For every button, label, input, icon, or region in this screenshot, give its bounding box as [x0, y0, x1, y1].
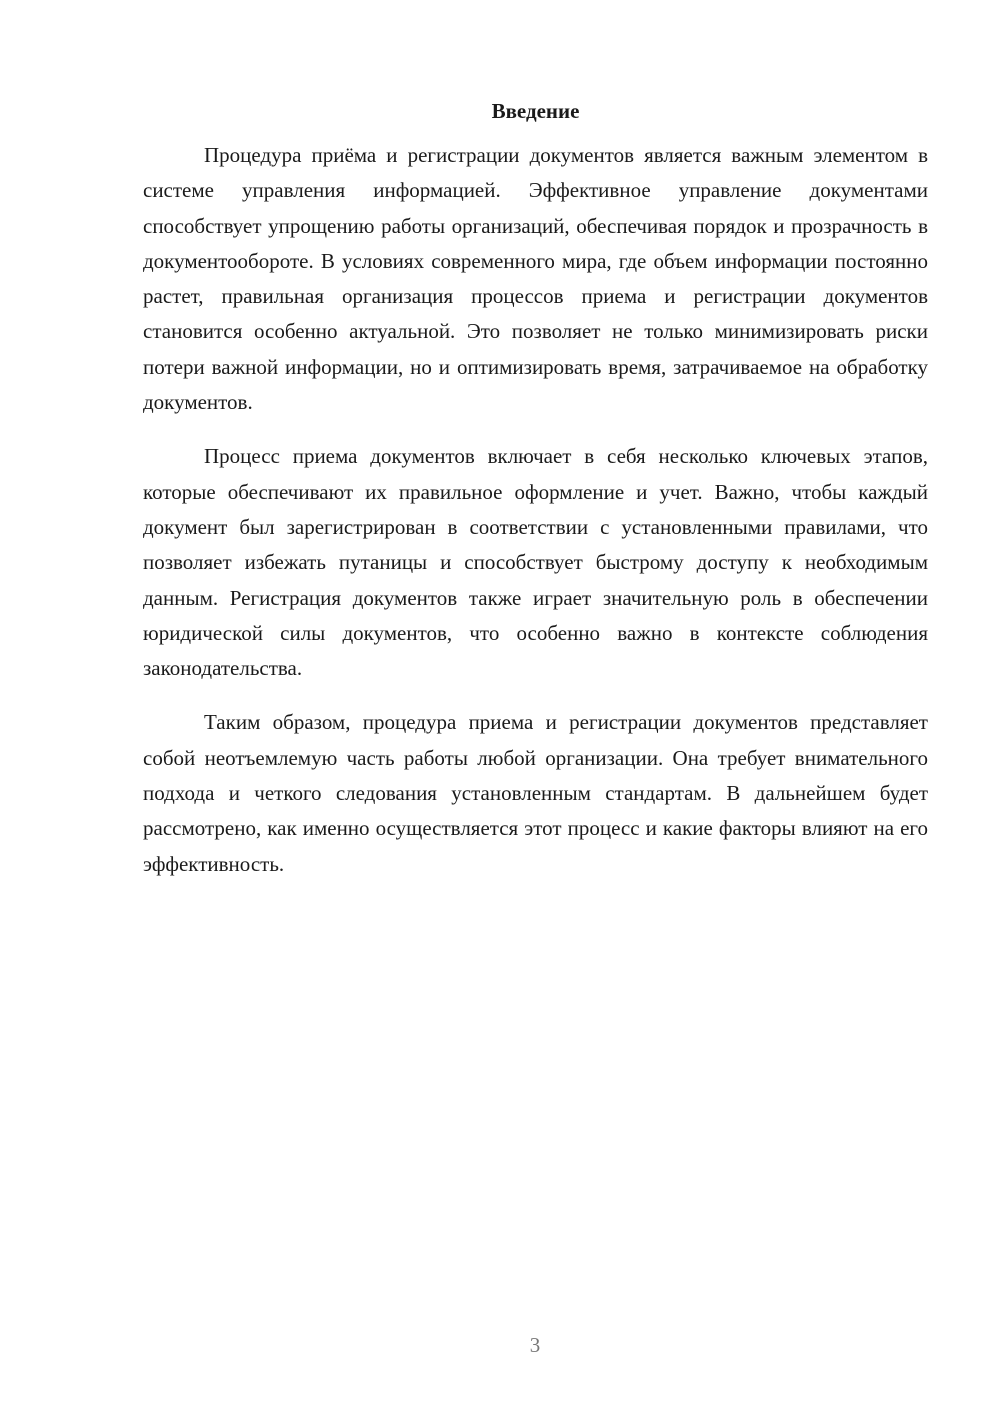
section-heading: Введение: [491, 99, 580, 123]
page-number: 3: [529, 1333, 541, 1357]
paragraph: Процедура приёма и регистрации документов является важным элементом в системе управления информацией. Эффективное управление документами способствует упрощению работы организаций, обеспечивая порядок и прозрачность в документообороте. В условиях современного мира, где объем информации постоянно растет, правильная организация процессов приема и регистрации документов становится особенно актуальной. Это позволяет не только минимизировать риски потери важной информации, но и оптимизировать время, затрачиваемое на обработку документов.: [143, 143, 928, 415]
paragraph: Таким образом, процедура приема и регистрации документов представляет собой неотъемлемую часть работы любой организации. Она требует внимательного подхода и четкого следования установленным стандартам. В дальнейшем будет рассмотрено, как именно осуществляется этот процесс и какие факторы влияют на его эффективность.: [143, 710, 928, 876]
paragraph: Процесс приема документов включает в себя несколько ключевых этапов, которые обеспечивают их правильное оформление и учет. Важно, чтобы каждый документ был зарегистрирован в соответствии с установленными правилами, что позволяет избежать путаницы и способствует быстрому доступу к необходимым данным. Регистрация документов также играет значительную роль в обеспечении юридической силы документов, что особенно важно в контексте соблюдения законодательства.: [143, 444, 928, 681]
document-body: [143, 94, 928, 901]
